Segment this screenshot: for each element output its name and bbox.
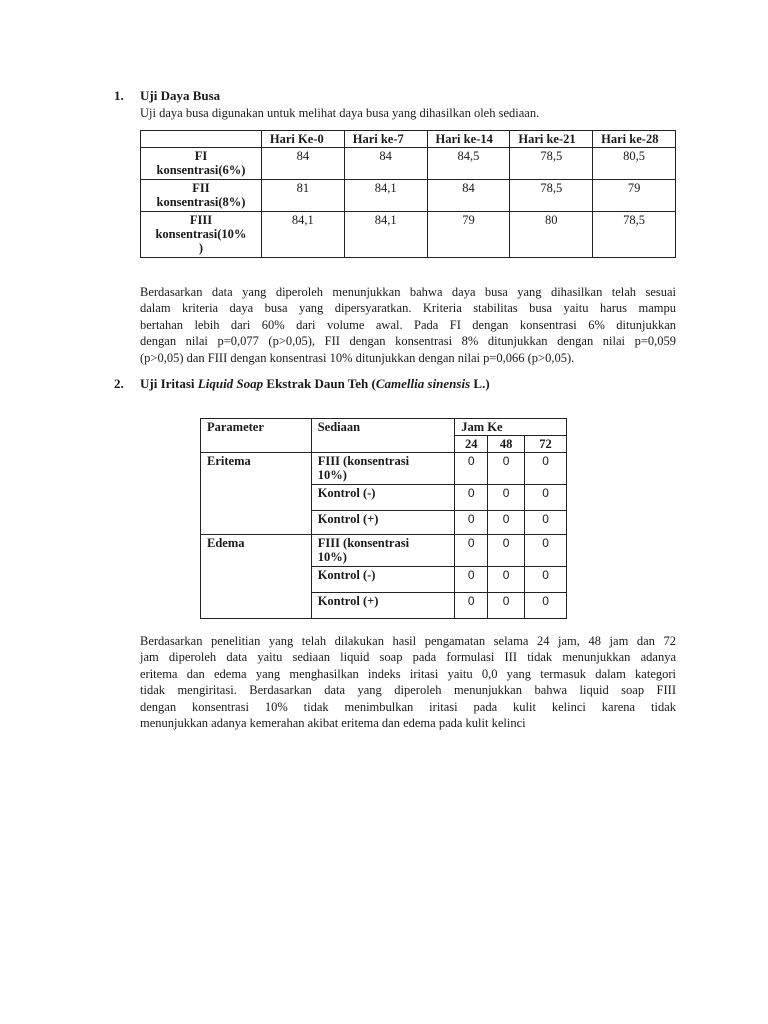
section-2-title-italic: Camellia sinensis	[375, 376, 471, 391]
section-2-title-italic: Liquid Soap	[197, 376, 264, 391]
sediaan-line: Kontrol (+)	[317, 512, 379, 526]
section-2-title-part: Uji Iritasi	[140, 376, 198, 391]
table-header: Hari ke-28	[593, 131, 676, 148]
section-1-intro: Uji daya busa digunakan untuk melihat daya busa yang dihasilkan oleh sediaan.	[140, 106, 540, 120]
section-1-title: Uji Daya Busa	[140, 88, 221, 103]
section-2-paragraph	[140, 633, 676, 731]
table-cell: 0	[488, 593, 525, 619]
table-cell: 0	[525, 511, 567, 535]
table-header: Hari ke-21	[510, 131, 593, 148]
row-label-line: )	[198, 241, 204, 255]
section-2-number: 2.	[114, 376, 124, 391]
header-sediaan: Sediaan	[311, 419, 455, 453]
table-cell: 79	[427, 212, 510, 258]
sediaan-cell	[311, 453, 455, 485]
row-label-line: FIII	[189, 213, 213, 227]
paragraph-line: dengan nilai p=0,077 (p>0,05), FII dengan konsentrasi 8% ditunjukkan dengan nilai p=0,059	[140, 334, 676, 349]
table-row	[201, 453, 567, 485]
table-row	[141, 180, 676, 212]
sediaan-cell	[311, 593, 455, 619]
paragraph-line: dengan konsentrasi 10% tidak menimbulkan iritasi pada kulit kelinci karena tidak	[140, 699, 676, 714]
header-parameter: Parameter	[201, 419, 312, 453]
table-cell: 84,5	[427, 148, 510, 180]
sediaan-line: FIII (konsentrasi	[317, 454, 410, 468]
irritation-table	[200, 418, 567, 619]
table-cell: 0	[488, 453, 525, 485]
table-cell: 84	[344, 148, 427, 180]
row-label-line: konsentrasi(8%)	[156, 195, 246, 209]
table-cell: 84,1	[344, 212, 427, 258]
paragraph-line: jam diperoleh data yaitu sediaan liquid soap pada formulasi III tidak menunjukkan adanya	[140, 650, 676, 665]
header-jam: 24	[455, 436, 488, 453]
table-row	[201, 535, 567, 567]
paragraph-line: eritema dan edema yang menghasilkan indeks iritasi yaitu 0,0 yang termasuk dalam kategori	[140, 666, 676, 681]
sediaan-line: Kontrol (-)	[317, 568, 376, 582]
row-label	[141, 180, 262, 212]
table-row	[141, 148, 676, 180]
table-cell: 0	[525, 485, 567, 511]
table-cell: 0	[488, 567, 525, 593]
section-1-number: 1.	[114, 88, 124, 103]
paragraph-line: (p>0,05) dan FIII dengan konsentrasi 10% ditunjukkan dengan nilai p=0,066 (p>0,05).	[140, 350, 575, 365]
row-label	[141, 148, 262, 180]
header-jam: 72	[525, 436, 567, 453]
table-cell: 80	[510, 212, 593, 258]
paragraph-line: Berdasarkan data yang diperoleh menunjukkan bahwa daya busa yang dihasilkan telah sesuai	[140, 285, 676, 299]
row-label	[141, 212, 262, 258]
table-header: Hari ke-7	[344, 131, 427, 148]
table-cell: 84	[427, 180, 510, 212]
section-2-title-part: Ekstrak Daun Teh (	[263, 376, 376, 391]
table-cell: 84	[261, 148, 344, 180]
table-header: Hari Ke-0	[261, 131, 344, 148]
sediaan-line: FIII (konsentrasi	[317, 536, 410, 550]
sediaan-cell	[311, 567, 455, 593]
paragraph-line: tidak mengiritasi. Berdasarkan data yang diperoleh menunjukkan bahwa liquid soap FIII	[140, 683, 676, 698]
sediaan-line: 10%)	[317, 550, 347, 564]
parameter-cell: Edema	[201, 535, 312, 619]
header-jam-ke: Jam Ke	[455, 419, 567, 436]
table-cell: 0	[525, 535, 567, 567]
section-2-title-part: L.)	[470, 376, 490, 391]
foam-power-table	[140, 130, 676, 258]
section-1-paragraph	[140, 284, 676, 366]
table-cell: 0	[455, 511, 488, 535]
table-cell: 78,5	[593, 212, 676, 258]
table-cell: 0	[455, 453, 488, 485]
table-cell: 0	[455, 535, 488, 567]
paragraph-line: dalam kriteria daya busa yang dipersyaratkan. Kriteria stabilitas busa yaitu harus mampu	[140, 301, 676, 316]
row-label-line: FI	[194, 149, 208, 163]
parameter-cell: Eritema	[201, 453, 312, 535]
table-cell: 0	[525, 567, 567, 593]
table-header-row	[141, 131, 676, 148]
sediaan-cell	[311, 535, 455, 567]
table-header-row	[201, 419, 567, 436]
table-cell: 79	[593, 180, 676, 212]
row-label-line: konsentrasi(10%	[155, 227, 247, 241]
table-cell: 0	[488, 485, 525, 511]
sediaan-line: 10%)	[317, 468, 347, 482]
table-cell: 0	[525, 453, 567, 485]
table-header-empty	[141, 131, 262, 148]
sediaan-line: Kontrol (+)	[317, 594, 379, 608]
sediaan-line: Kontrol (-)	[317, 486, 376, 500]
table-cell: 84,1	[261, 212, 344, 258]
header-jam: 48	[488, 436, 525, 453]
table-cell: 0	[455, 567, 488, 593]
table-cell: 78,5	[510, 148, 593, 180]
table-cell: 0	[525, 593, 567, 619]
table-cell: 84,1	[344, 180, 427, 212]
paragraph-line: bertahan lebih dari 60% dari volume awal. Pada FI dengan konsentrasi 6% ditunjukkan	[140, 317, 676, 332]
table-header: Hari ke-14	[427, 131, 510, 148]
section-1-heading	[114, 88, 220, 104]
table-cell: 0	[488, 511, 525, 535]
sediaan-cell	[311, 485, 455, 511]
sediaan-cell	[311, 511, 455, 535]
table-cell: 0	[488, 535, 525, 567]
row-label-line: konsentrasi(6%)	[156, 163, 246, 177]
table-cell: 0	[455, 485, 488, 511]
paragraph-line: menunjukkan adanya kemerahan akibat eritema dan edema pada kulit kelinci	[140, 716, 526, 731]
section-2-heading	[114, 376, 490, 392]
table-cell: 0	[455, 593, 488, 619]
paragraph-line: Berdasarkan penelitian yang telah dilakukan hasil pengamatan selama 24 jam, 48 jam dan 72	[140, 634, 676, 648]
row-label-line: FII	[192, 181, 210, 195]
table-cell: 80,5	[593, 148, 676, 180]
table-cell: 78,5	[510, 180, 593, 212]
table-row	[141, 212, 676, 258]
table-cell: 81	[261, 180, 344, 212]
